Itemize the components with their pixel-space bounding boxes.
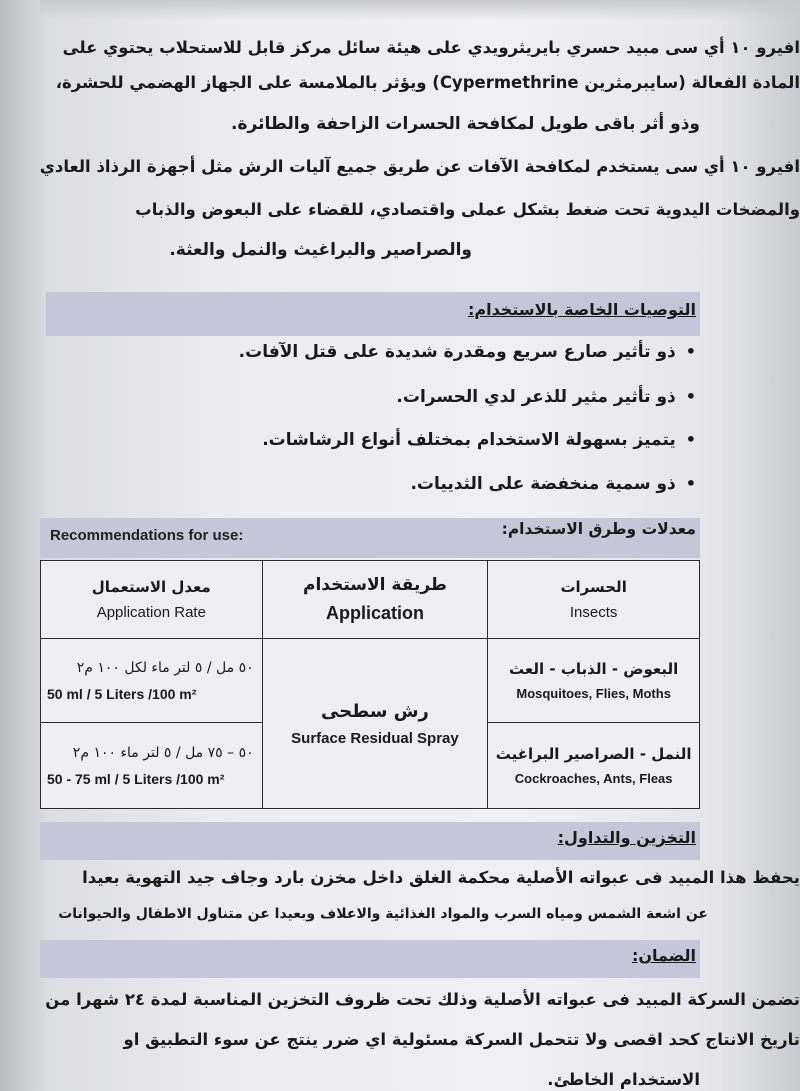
rate-ar: ٥٠ مل / ٥ لتر ماء لكل ١٠٠ م٢ (76, 659, 254, 676)
warranty-line: الاستخدام الخاطئ. (547, 1070, 700, 1089)
header-insects-ar: الحسرات (560, 578, 627, 596)
intro-line: وذو أثر باقى طويل لمكافحة الحسرات الزاحفة والطائرة. (231, 114, 700, 134)
intro-line: والصراصير والبراغيث والنمل والعثة. (169, 240, 472, 260)
header-insects-en: Insects (569, 604, 618, 621)
intro-line: والمضخات اليدوية تحت ضغط بشكل عملى واقتصادي، للقضاء على البعوض والذباب (135, 200, 800, 219)
usage-heading-en: Recommendations for use: (50, 527, 244, 544)
list-item: • يتميز بسهولة الاستخدام بمختلف أنواع الرشاشات. (262, 430, 696, 450)
insects-en: Mosquitoes, Flies, Moths (516, 686, 671, 701)
header-application-ar: طريقة الاستخدام (302, 575, 447, 595)
rate-cell (41, 639, 263, 723)
intro-line: افيرو ١٠ أي سى مبيد حسري بايريثرويدي على هيئة سائل مركز قابل للاستحلاب يحتوي على (62, 38, 800, 57)
header-rate-en: Application Rate (96, 604, 206, 621)
header-application (262, 561, 488, 639)
warranty-band (40, 940, 700, 978)
list-item: • ذو سمية منخفضة على الثدييات. (410, 474, 696, 494)
warranty-heading: الضمان: (631, 946, 696, 965)
table-header-row (41, 561, 700, 639)
rate-ar: ٥٠ – ٧٥ مل / ٥ لتر ماء ١٠٠ م٢ (72, 744, 254, 761)
header-application-en: Application (325, 603, 424, 623)
rate-cell (41, 723, 263, 809)
warranty-line: تاريخ الانتاج كحد اقصى ولا تتحمل السركة مسئولية اي ضرر ينتج عن سوء التطبيق او (123, 1030, 800, 1049)
insects-ar: البعوض - الذباب - العث (509, 660, 679, 678)
intro-line: افيرو ١٠ أي سى يستخدم لمكافحة الآفات عن طريق جميع آليات الرش مثل أجهزة الرذاذ العادي (39, 157, 800, 176)
list-item: • ذو تأثير مثير للذعر لدي الحسرات. (396, 387, 696, 407)
application-ar: رش سطحى (321, 700, 429, 722)
application-cell (262, 639, 488, 809)
insects-cell (488, 639, 700, 723)
usage-table (40, 560, 700, 809)
header-rate-ar: معدل الاستعمال (91, 578, 211, 596)
usage-heading-ar: معدلات وطرق الاستخدام: (501, 520, 696, 538)
header-rate (41, 561, 263, 639)
intro-line: المادة الفعالة (سايبرمثرين Cypermethrine) ويؤثر بالملامسة على الجهاز الهضمي للحشرة، (55, 73, 800, 92)
table-row (41, 639, 700, 723)
header-insects (488, 561, 700, 639)
insects-en: Cockroaches, Ants, Fleas (514, 771, 673, 786)
list-item: • ذو تأثير صارع سريع ومقدرة شديدة على قتل الآفات. (239, 342, 696, 362)
storage-line: يحفظ هذا المبيد فى عبواته الأصلية محكمة الغلق داخل مخزن بارد وجاف جيد التهوية بعيدا (82, 868, 800, 887)
warranty-line: تضمن السركة المبيد فى عبواته الأصلية وذلك تحت ظروف التخزين المناسبة لمدة ٢٤ شهرا من (45, 990, 800, 1009)
label-top-edge (40, 0, 800, 20)
application-en: Surface Residual Spray (291, 729, 459, 747)
recommendations-heading: التوصيات الخاصة بالاستخدام: (467, 300, 696, 319)
insects-cell (488, 723, 700, 809)
storage-heading: التخزين والتداول: (557, 828, 696, 847)
insects-ar: النمل - الصراصير البراغيث (495, 745, 692, 763)
rate-en: 50 ml / 5 Liters /100 m² (47, 685, 197, 702)
rate-en: 50 - 75 ml / 5 Liters /100 m² (47, 770, 225, 787)
storage-line: عن اشعة الشمس ومياه السرب والمواد الغذائية والاعلاف وبعيدا عن متناول الاطفال والحيوانات (58, 906, 708, 922)
